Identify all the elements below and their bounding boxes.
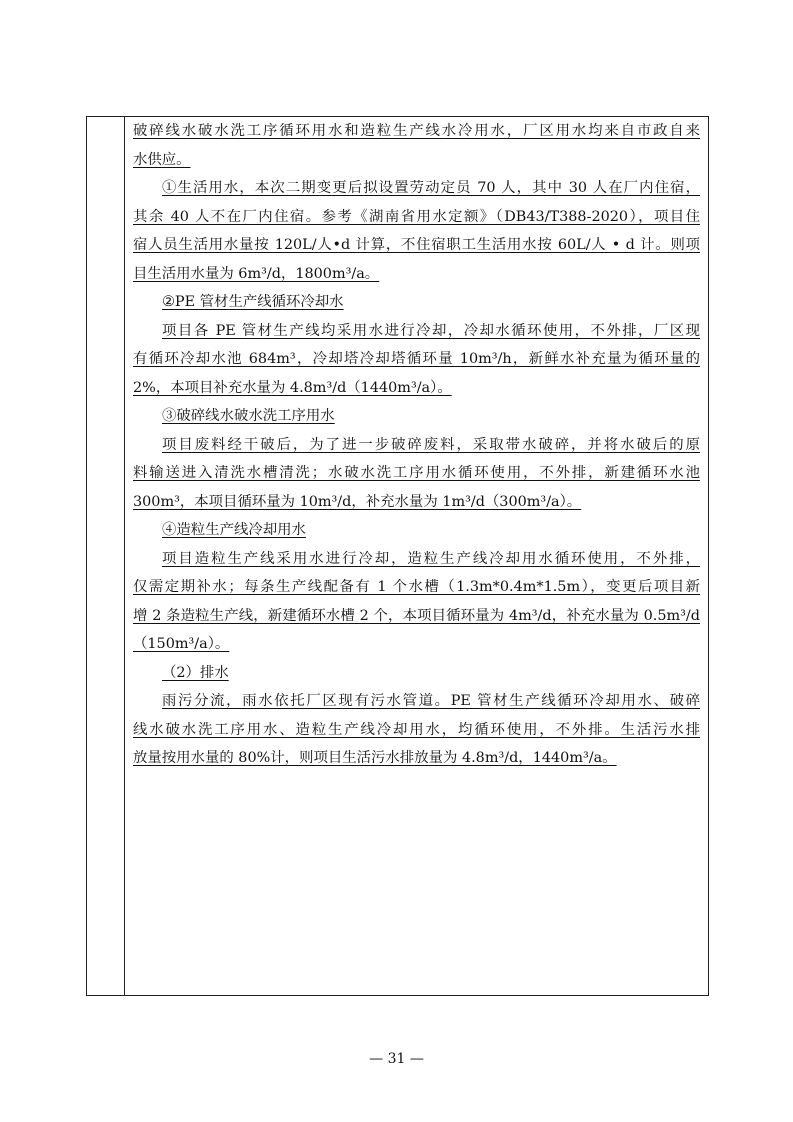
text-line-content: 料输送进入清洗水槽清洗；水破水洗工序用水循环使用，不外排，新建循环水池 bbox=[133, 465, 700, 481]
text-line bbox=[133, 317, 700, 346]
text-line bbox=[133, 174, 700, 203]
content-table bbox=[86, 116, 709, 996]
text-line-content: ④造粒生产线冷却用水 bbox=[162, 522, 306, 538]
text-line-content: 目生活用水量为 6m³/d，1800m³/a。 bbox=[133, 265, 380, 282]
text-line bbox=[133, 602, 700, 631]
text-line-content: 项目各 PE 管材生产线均采用水进行冷却，冷却水循环使用，不外排，厂区现 bbox=[162, 322, 700, 339]
text-line bbox=[133, 146, 700, 175]
text-line-content: （150m³/a）。 bbox=[133, 636, 230, 652]
text-line bbox=[133, 203, 700, 232]
text-line bbox=[133, 516, 700, 545]
text-line bbox=[133, 716, 700, 745]
text-line-content: 300m³，本项目循环量为 10m³/d，补充水量为 1m³/d（300m³/a）。 bbox=[133, 493, 582, 510]
text-line bbox=[133, 630, 700, 659]
text-line-content: 有循环冷却水池 684m³，冷却塔冷却塔循环量 10m³/h，新鲜水补充量为循环量的 bbox=[133, 351, 700, 367]
text-line-content: 项目废料经干破后，为了进一步破碎废料，采取带水破碎，并将水破后的原 bbox=[162, 436, 700, 453]
table-left-column bbox=[87, 117, 125, 995]
text-line bbox=[133, 288, 700, 317]
text-line-content: 增 2 条造粒生产线，新建循环水槽 2 个，本项目循环量为 4m³/d，补充水量为 0.5m³/d bbox=[133, 607, 700, 624]
text-line-content: 破碎线水破水洗工序循环用水和造粒生产线水冷用水，厂区用水均来自市政自来 bbox=[133, 123, 700, 139]
text-line bbox=[133, 231, 700, 260]
text-line-content: 线水破水洗工序用水、造粒生产线冷却用水，均循环使用，不外排。生活污水排 bbox=[133, 721, 700, 738]
text-line-content: 宿人员生活用水量按 120L/人•d 计算，不住宿职工生活用水按 60L/人 • d 计。则项 bbox=[133, 237, 700, 253]
text-line bbox=[133, 573, 700, 602]
text-line-content: （2）排水 bbox=[162, 664, 229, 681]
text-line-content: 仅需定期补水；每条生产线配备有 1 个水槽（1.3m*0.4m*1.5m），变更后项目新 bbox=[133, 579, 700, 595]
text-line-content: 水供应。 bbox=[133, 151, 191, 168]
text-line-content: 项目造粒生产线采用水进行冷却，造粒生产线冷却用水循环使用，不外排， bbox=[162, 550, 700, 567]
text-line-content: 雨污分流，雨水依托厂区现有污水管道。PE 管材生产线循环冷却用水、破碎 bbox=[162, 693, 700, 709]
text-line-content: 2%，本项目补充水量为 4.8m³/d（1440m³/a）。 bbox=[133, 379, 452, 396]
text-line bbox=[133, 402, 700, 431]
text-line bbox=[133, 431, 700, 460]
table-body-text bbox=[133, 117, 700, 773]
text-line bbox=[133, 488, 700, 517]
text-line bbox=[133, 744, 700, 773]
text-line bbox=[133, 260, 700, 289]
text-line bbox=[133, 545, 700, 574]
text-line-content: 放量按用水量的 80%计，则项目生活污水排放量为 4.8m³/d，1440m³/a。 bbox=[133, 750, 617, 766]
text-line-content: ②PE 管材生产线循环冷却水 bbox=[162, 294, 344, 310]
text-line bbox=[133, 459, 700, 488]
text-line-content: ①生活用水，本次二期变更后拟设置劳动定员 70 人，其中 30 人在厂内住宿， bbox=[162, 180, 700, 196]
text-line-content: 其余 40 人不在厂内住宿。参考《湖南省用水定额》（DB43/T388-2020），项目住 bbox=[133, 208, 700, 225]
text-line bbox=[133, 117, 700, 146]
text-line bbox=[133, 659, 700, 688]
text-line bbox=[133, 687, 700, 716]
text-line bbox=[133, 345, 700, 374]
page-number: — 31 — bbox=[369, 1051, 424, 1067]
text-line-content: ③破碎线水破水洗工序用水 bbox=[162, 408, 335, 424]
text-line bbox=[133, 374, 700, 403]
